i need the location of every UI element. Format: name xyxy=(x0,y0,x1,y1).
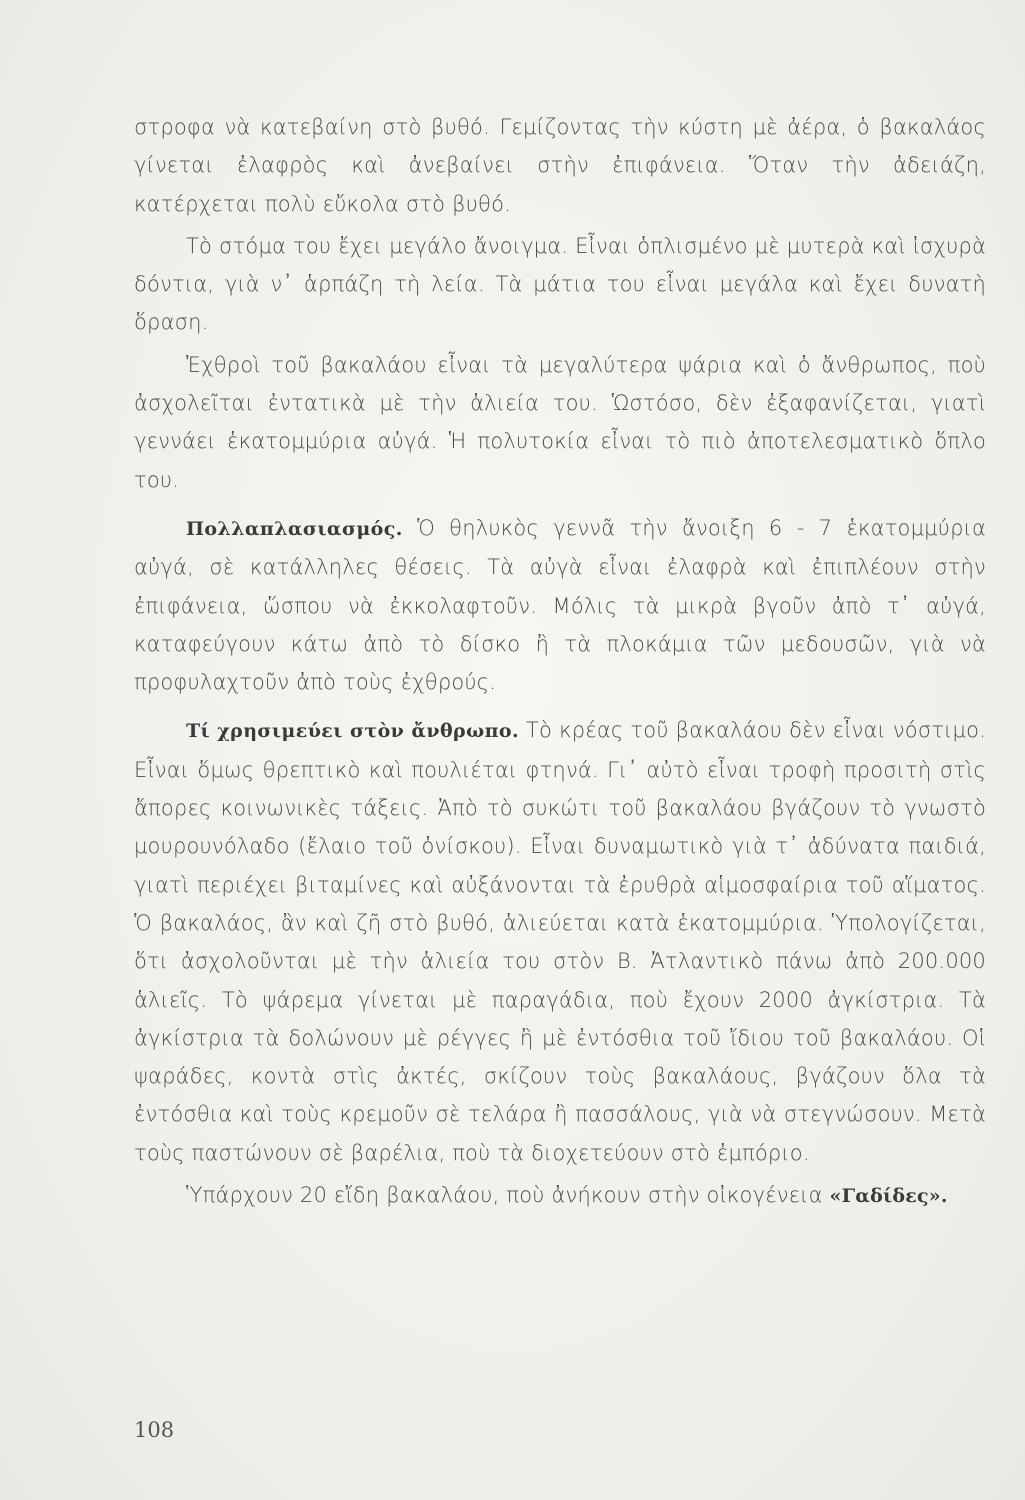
section-heading-reproduction: Πολλαπλασιασμός. xyxy=(186,517,403,540)
paragraph-text: Τὸ κρέας τοῦ βακαλάου δὲν εἶναι νόστιμο. Εἶναι ὅμως θρεπτικὸ καὶ πουλιέται φτηνά. Γι᾽ αὐτὸ εἶναι τροφὴ προσιτὴ στὶς ἄπορες κοινωνικὲς τάξεις. Ἀπὸ τὸ συκώτι τοῦ βακαλάου βγάζουν τὸ γνωστὸ μουρουνόλαδο (ἔλαιο τοῦ ὀνίσκου). Εἶναι δυναμωτικὸ γιὰ τ᾽ ἀδύνατα παιδιά, γιατὶ περιέχει βιταμίνες καὶ αὐξάνονται τὰ ἐρυθρὰ αἱμοσφαίρια τοῦ αἵματος. Ὁ βακαλάος, ἂν καὶ ζῆ στὸ βυθό, ἁλιεύεται κατὰ ἑκατομμύρια. Ὑπολογίζεται, ὅτι ἀσχολοῦνται μὲ τὴν ἁλιεία του στὸν Β. Ἀτλαντικὸ πάνω ἀπὸ 200.000 ἁλιεῖς. Τὸ ψάρεμα γίνεται μὲ παραγάδια, ποὺ ἔχουν 2000 ἀγκίστρια. Τὰ ἀγκίστρια τὰ δολώνουν μὲ ρέγγες ἢ μὲ ἐντόσθια τοῦ ἴδιου τοῦ βακαλάου. Οἱ ψαράδες, κοντὰ στὶς ἀκτές, σκίζουν τοὺς βακαλάους, βγάζουν ὅλα τὰ ἐντόσθια καὶ τοὺς κρεμοῦν σὲ τελάρα ἢ πασσάλους, γιὰ νὰ στεγνώσουν. Μετὰ τοὺς παστώνουν σὲ βαρέλια, ποὺ τὰ διοχετεύουν στὸ ἐμπόριο. xyxy=(134,718,986,1165)
paragraph-text: Ὑπάρχουν 20 εἴδη βακαλάου, ποὺ ἀνήκουν στὴν οἰκογένεια xyxy=(186,1183,830,1208)
paragraph-text: Ὁ θηλυκὸς γεννᾶ τὴν ἄνοιξη 6 - 7 ἑκατομμύρια αὐγά, σὲ κατάλληλες θέσεις. Τὰ αὐγὰ εἶναι ἐλαφρὰ καὶ ἐπιπλέουν στὴν ἐπιφάνεια, ὥσπου νὰ ἐκκολαφτοῦν. Μόλις τὰ μικρὰ βγοῦν ἀπὸ τ᾽ αὐγά, καταφεύγουν κάτω ἀπὸ τὸ δίσκο ἢ τὰ πλοκάμια τῶν μεδουσῶν, γιὰ νὰ προφυλαχτοῦν ἀπὸ τοὺς ἐχθρούς. xyxy=(134,515,986,695)
paragraph-text: στροφα νὰ κατεβαίνη στὸ βυθό. Γεμίζοντας τὴν κύστη μὲ ἀέρα, ὁ βακαλάος γίνεται ἐλαφρὸς καὶ ἀνεβαίνει στὴν ἐπιφάνεια. Ὅταν τὴν ἀδειάζη, κατέρχεται πολὺ εὔκολα στὸ βυθό. xyxy=(134,115,986,216)
page-number: 108 xyxy=(134,1418,175,1442)
paragraph-text: Τὸ στόμα του ἔχει μεγάλο ἄνοιγμα. Εἶναι ὁπλισμένο μὲ μυτερὰ καὶ ἰσχυρὰ δόντια, γιὰ ν᾽ ἁρπάζη τὴ λεία. Τὰ μάτια του εἶναι μεγάλα καὶ ἔχει δυνατὴ ὅραση. xyxy=(134,233,986,335)
paragraph-uses xyxy=(134,711,986,1172)
section-heading-uses: Τί χρησιμεύει στὸν ἄνθρωπο. xyxy=(186,720,519,743)
paragraph-reproduction xyxy=(134,509,986,701)
family-name: «Γαδίδες». xyxy=(829,1185,948,1208)
paragraph-enemies xyxy=(134,346,986,499)
body-text xyxy=(134,108,986,1215)
paragraph-species xyxy=(134,1176,986,1215)
paragraph-continued xyxy=(134,108,986,223)
paragraph-text: Ἐχθροὶ τοῦ βακαλάου εἶναι τὰ μεγαλύτερα ψάρια καὶ ὁ ἄνθρωπος, ποὺ ἀσχολεῖται ἐντατικὰ μὲ τὴν ἁλιεία του. Ὡστόσο, δὲν ἐξαφανίζεται, γιατὶ γεννάει ἑκατομμύρια αὐγά. Ἡ πολυτοκία εἶναι τὸ πιὸ ἀποτελεσματικὸ ὅπλο του. xyxy=(134,352,986,492)
paragraph-mouth xyxy=(134,227,986,342)
